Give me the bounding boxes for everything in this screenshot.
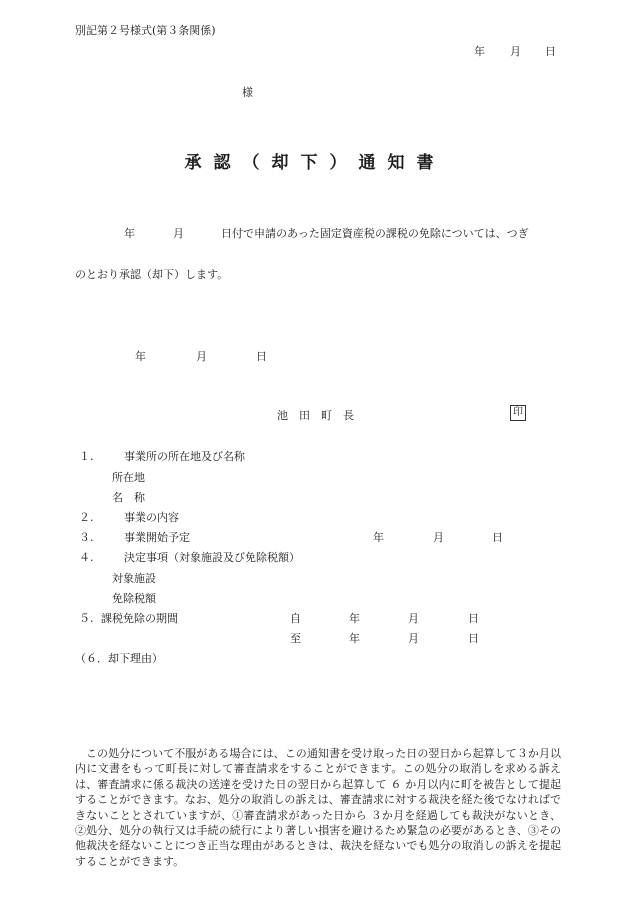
item5-from-day: 日 [468,612,479,625]
intro-month: 月 [173,227,184,240]
item3-day: 日 [492,531,503,544]
item5-number: ５. [79,612,94,625]
issuer-name: 池 田 町 長 [277,409,354,422]
item1-label: 事業所の所在地及び名称 [124,450,245,463]
item3-number: ３. [79,531,94,544]
item4-number: ４. [79,551,94,564]
item5-to-month: 月 [408,632,419,645]
item1-number: １. [79,450,94,463]
item3-year: 年 [373,531,384,544]
header-date-day: 日 [545,45,556,58]
item3-month: 月 [433,531,444,544]
item3-label: 事業開始予定 [124,531,190,544]
document-title: 承認（却下）通知書 [184,153,446,173]
issue-year: 年 [135,350,146,363]
item5-from: 自 [290,612,301,625]
issue-month: 月 [196,350,207,363]
item5-from-month: 月 [408,612,419,625]
intro-line1: 日付で申請のあった固定資産税の課税の免除については、つぎ [221,227,529,240]
issue-day: 日 [256,350,267,363]
intro-line2: のとおり承認（却下）します。 [75,268,229,281]
item2-label: 事業の内容 [124,511,179,524]
item1-sub-name: 名 称 [112,491,145,504]
header-date-month: 月 [510,45,521,58]
item1-sub-location: 所在地 [112,471,145,484]
appeal-notice: この処分について不服がある場合には、この通知書を受け取った日の翌日から起算して３か月以内に文書をもって町長に対して審査請求をすることができます。この処分の取消しを求める訴えは、審査請求に係る裁決の送達を受けた日の翌日から起算して ６ か月以内に町を被告として提起することができます。なお、処分の取消しの訴えは、審査請求に対する裁決を経た後でなければできないこととされていますが、①審査請求があった日から ３か月を経過しても裁決がないとき、②処分、処分の執行又は手続の続行により著しい損害を避けるため緊急の必要があるとき、③その他裁決を経ないことにつき正当な理由があるときは、裁決を経ないでも処分の取消しの訴えを提起することができます。 [75,747,561,868]
item4-sub-facility: 対象施設 [112,572,156,585]
item5-to-year: 年 [349,632,360,645]
seal-box: 印 [510,405,526,421]
intro-year: 年 [124,227,135,240]
item5-label: 課税免除の期間 [101,612,178,625]
item4-sub-exemption: 免除税額 [112,592,156,605]
item6-label: （６．却下理由） [75,652,163,665]
item4-label: 決定事項（対象施設及び免除税額） [124,551,300,564]
form-label: 別記第２号様式(第３条関係) [75,24,216,37]
addressee-suffix: 様 [242,86,253,99]
item5-to-day: 日 [468,632,479,645]
header-date-year: 年 [474,45,485,58]
item2-number: ２. [79,511,94,524]
item5-to: 至 [290,632,301,645]
item5-from-year: 年 [349,612,360,625]
